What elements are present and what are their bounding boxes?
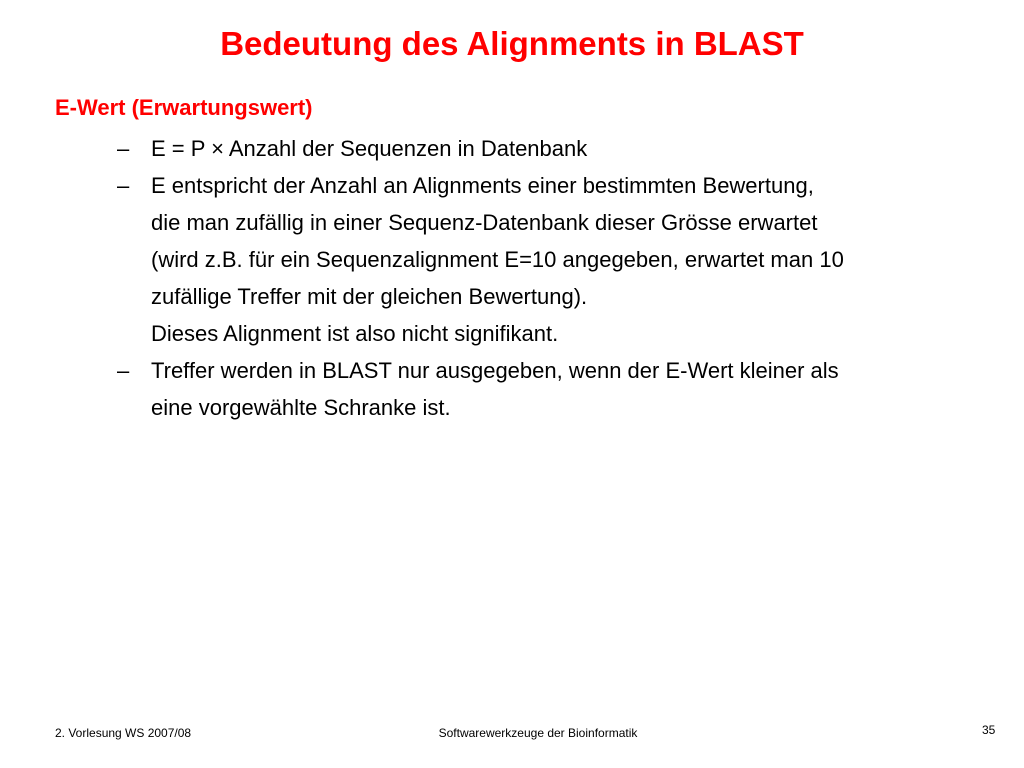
bullet-text-line: Treffer werden in BLAST nur ausgegeben, wenn der E-Wert kleiner als <box>151 358 839 383</box>
bullet-text-line: zufällige Treffer mit der gleichen Bewertung). <box>151 284 588 309</box>
bullet-text-line: E entspricht der Anzahl an Alignments einer bestimmten Bewertung, <box>151 173 814 198</box>
bullet-text-line: (wird z.B. für ein Sequenzalignment E=10 angegeben, erwartet man 10 <box>151 247 844 272</box>
footer-course: Softwarewerkzeuge der Bioinformatik <box>438 726 638 740</box>
bullet-item-formula <box>0 130 1024 167</box>
bullet-marker: – <box>117 136 130 161</box>
bullet-list <box>0 130 1024 426</box>
bullet-item-definition <box>0 167 1024 352</box>
bullet-text-line: Dieses Alignment ist also nicht signifikant. <box>151 321 559 346</box>
section-heading: E-Wert (Erwartungswert) <box>55 95 313 120</box>
bullet-text-line: eine vorgewählte Schranke ist. <box>151 395 451 420</box>
bullet-marker: – <box>117 173 130 198</box>
bullet-item-threshold <box>0 352 1024 426</box>
page-number: 35 <box>982 723 996 737</box>
slide-title: Bedeutung des Alignments in BLAST <box>220 25 804 62</box>
bullet-text-line: die man zufällig in einer Sequenz-Datenbank dieser Grösse erwartet <box>151 210 818 235</box>
bullet-text-line: E = P × Anzahl der Sequenzen in Datenbank <box>151 136 588 161</box>
footer-lecture: 2. Vorlesung WS 2007/08 <box>55 726 192 740</box>
bullet-marker: – <box>117 358 130 383</box>
